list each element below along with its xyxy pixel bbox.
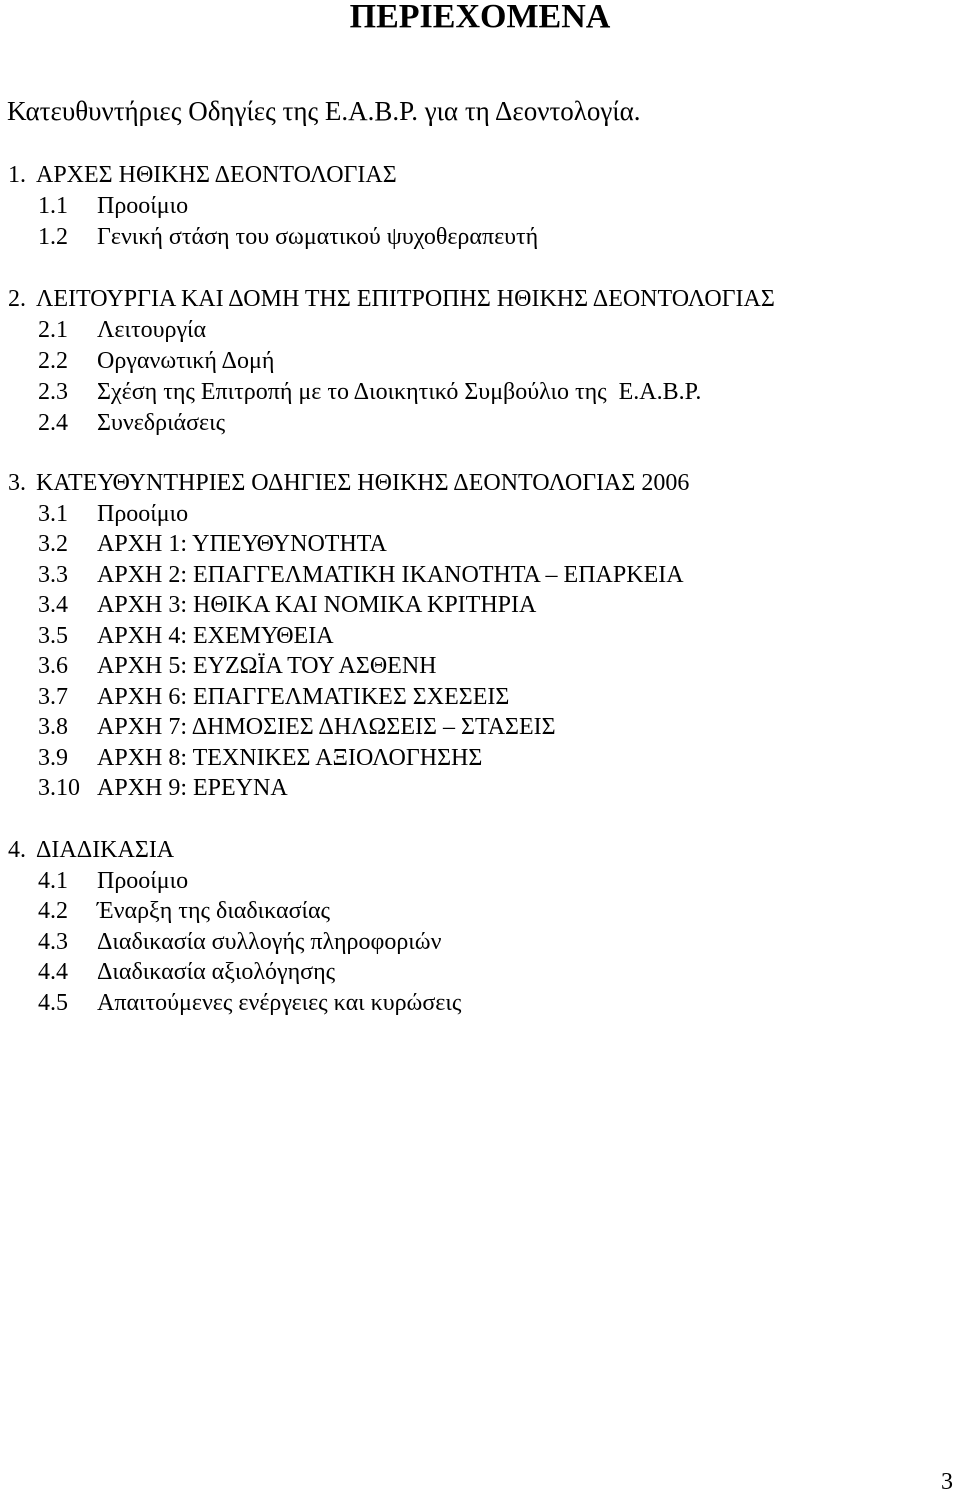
- toc-item-number: 3.2: [38, 531, 68, 557]
- toc-item-number: 4.1: [38, 868, 68, 894]
- toc-item-title: Προοίμιο: [97, 501, 189, 527]
- toc-item-number: 3.10: [38, 775, 80, 801]
- toc-item-4-3: [38, 928, 441, 956]
- toc-item-number: 3.9: [38, 745, 68, 771]
- toc-item-title: Απαιτούμενες ενέργειες και κυρώσεις: [97, 990, 462, 1016]
- toc-item-2-2: [38, 347, 274, 375]
- toc-section-title: ΚΑΤΕΥΘΥΝΤΗΡΙΕΣ ΟΔΗΓΙΕΣ ΗΘΙΚΗΣ ΔΕΟΝΤΟΛΟΓΙΑΣ 2006: [36, 470, 690, 496]
- toc-item-3-4: [38, 591, 536, 619]
- toc-section-number: 2.: [8, 286, 26, 312]
- toc-item-title: ΑΡΧΗ 8: ΤΕΧΝΙΚΕΣ ΑΞΙΟΛΟΓΗΣΗΣ: [97, 745, 483, 771]
- toc-item-3-8: [38, 713, 556, 741]
- toc-item-title: ΑΡΧΗ 7: ΔΗΜΟΣΙΕΣ ΔΗΛΩΣΕΙΣ – ΣΤΑΣΕΙΣ: [97, 714, 556, 740]
- toc-item-number: 3.3: [38, 562, 68, 588]
- page-title: ΠΕΡΙΕΧΟΜΕΝΑ: [349, 0, 611, 35]
- toc-item-3-6: [38, 652, 437, 680]
- toc-item-number: 4.2: [38, 898, 68, 924]
- toc-item-title: Λειτουργία: [97, 317, 207, 343]
- toc-item-1-1: [38, 192, 188, 220]
- toc-section-3: [8, 469, 689, 497]
- toc-item-3-2: [38, 530, 387, 558]
- toc-item-3-5: [38, 622, 334, 650]
- toc-item-2-1: [38, 316, 206, 344]
- toc-section-title: ΔΙΑΔΙΚΑΣΙΑ: [36, 837, 175, 863]
- toc-section-number: 3.: [8, 470, 26, 496]
- toc-item-number: 1.1: [38, 193, 68, 219]
- toc-item-title: Προοίμιο: [97, 868, 189, 894]
- toc-section-4: [8, 836, 174, 864]
- toc-item-3-7: [38, 683, 509, 711]
- toc-section-title: ΛΕΙΤΟΥΡΓΙΑ ΚΑΙ ΔΟΜΗ ΤΗΣ ΕΠΙΤΡΟΠΗΣ ΗΘΙΚΗΣ ΔΕΟΝΤΟΛΟΓΙΑΣ: [36, 286, 775, 312]
- toc-item-title: ΑΡΧΗ 5: ΕΥΖΩΪΑ ΤΟΥ ΑΣΘΕΝΗ: [97, 653, 437, 679]
- toc-item-title: Οργανωτική Δομή: [97, 348, 275, 374]
- toc-item-number: 3.5: [38, 623, 68, 649]
- toc-item-title: ΑΡΧΗ 4: ΕΧΕΜΥΘΕΙΑ: [97, 623, 334, 649]
- toc-item-title: Προοίμιο: [97, 193, 189, 219]
- toc-item-number: 2.4: [38, 410, 68, 436]
- toc-section-1: [8, 161, 397, 189]
- page-number: 3: [941, 1469, 953, 1495]
- document-subtitle: Κατευθυντήριες Οδηγίες της Ε.Α.Β.Ρ. για τη Δεοντολογία.: [7, 96, 641, 126]
- toc-item-1-2: [38, 223, 538, 251]
- toc-item-number: 3.8: [38, 714, 68, 740]
- toc-item-number: 3.4: [38, 592, 68, 618]
- toc-item-2-4: [38, 409, 225, 437]
- toc-item-number: 1.2: [38, 224, 68, 250]
- toc-item-title: Διαδικασία αξιολόγησης: [97, 959, 336, 985]
- toc-item-title: ΑΡΧΗ 6: ΕΠΑΓΓΕΛΜΑΤΙΚΕΣ ΣΧΕΣΕΙΣ: [97, 684, 510, 710]
- toc-section-2: [8, 285, 775, 313]
- toc-item-4-1: [38, 867, 188, 895]
- toc-item-number: 4.4: [38, 959, 68, 985]
- toc-item-number: 3.6: [38, 653, 68, 679]
- toc-item-number: 2.3: [38, 379, 68, 405]
- toc-item-title: Συνεδριάσεις: [97, 410, 226, 436]
- toc-section-title: ΑΡΧΕΣ ΗΘΙΚΗΣ ΔΕΟΝΤΟΛΟΓΙΑΣ: [36, 162, 397, 188]
- toc-item-title: Έναρξη της διαδικασίας: [97, 898, 331, 924]
- toc-item-4-2: [38, 897, 330, 925]
- toc-item-3-10: [38, 774, 288, 802]
- toc-item-title: ΑΡΧΗ 2: ΕΠΑΓΓΕΛΜΑΤΙΚΗ ΙΚΑΝΟΤΗΤΑ – ΕΠΑΡΚΕΙΑ: [97, 562, 684, 588]
- toc-item-number: 2.1: [38, 317, 68, 343]
- toc-item-3-3: [38, 561, 684, 589]
- toc-item-3-9: [38, 744, 482, 772]
- toc-section-number: 1.: [8, 162, 26, 188]
- toc-item-number: 3.1: [38, 501, 68, 527]
- toc-item-title: ΑΡΧΗ 9: ΕΡΕΥΝΑ: [97, 775, 288, 801]
- toc-item-2-3: [38, 378, 701, 406]
- toc-item-number: 2.2: [38, 348, 68, 374]
- toc-item-title: ΑΡΧΗ 1: ΥΠΕΥΘΥΝΟΤΗΤΑ: [97, 531, 387, 557]
- toc-section-number: 4.: [8, 837, 26, 863]
- toc-item-title: Σχέση της Επιτροπή με το Διοικητικό Συμβούλιο της Ε.Α.Β.Ρ.: [97, 379, 702, 405]
- toc-item-3-1: [38, 500, 188, 528]
- toc-item-number: 4.3: [38, 929, 68, 955]
- toc-item-number: 3.7: [38, 684, 68, 710]
- toc-item-number: 4.5: [38, 990, 68, 1016]
- toc-item-4-5: [38, 989, 461, 1017]
- toc-item-title: ΑΡΧΗ 3: ΗΘΙΚΑ ΚΑΙ ΝΟΜΙΚΑ ΚΡΙΤΗΡΙΑ: [97, 592, 537, 618]
- toc-item-title: Διαδικασία συλλογής πληροφοριών: [97, 929, 442, 955]
- toc-item-4-4: [38, 958, 335, 986]
- toc-item-title: Γενική στάση του σωματικού ψυχοθεραπευτή: [97, 224, 539, 250]
